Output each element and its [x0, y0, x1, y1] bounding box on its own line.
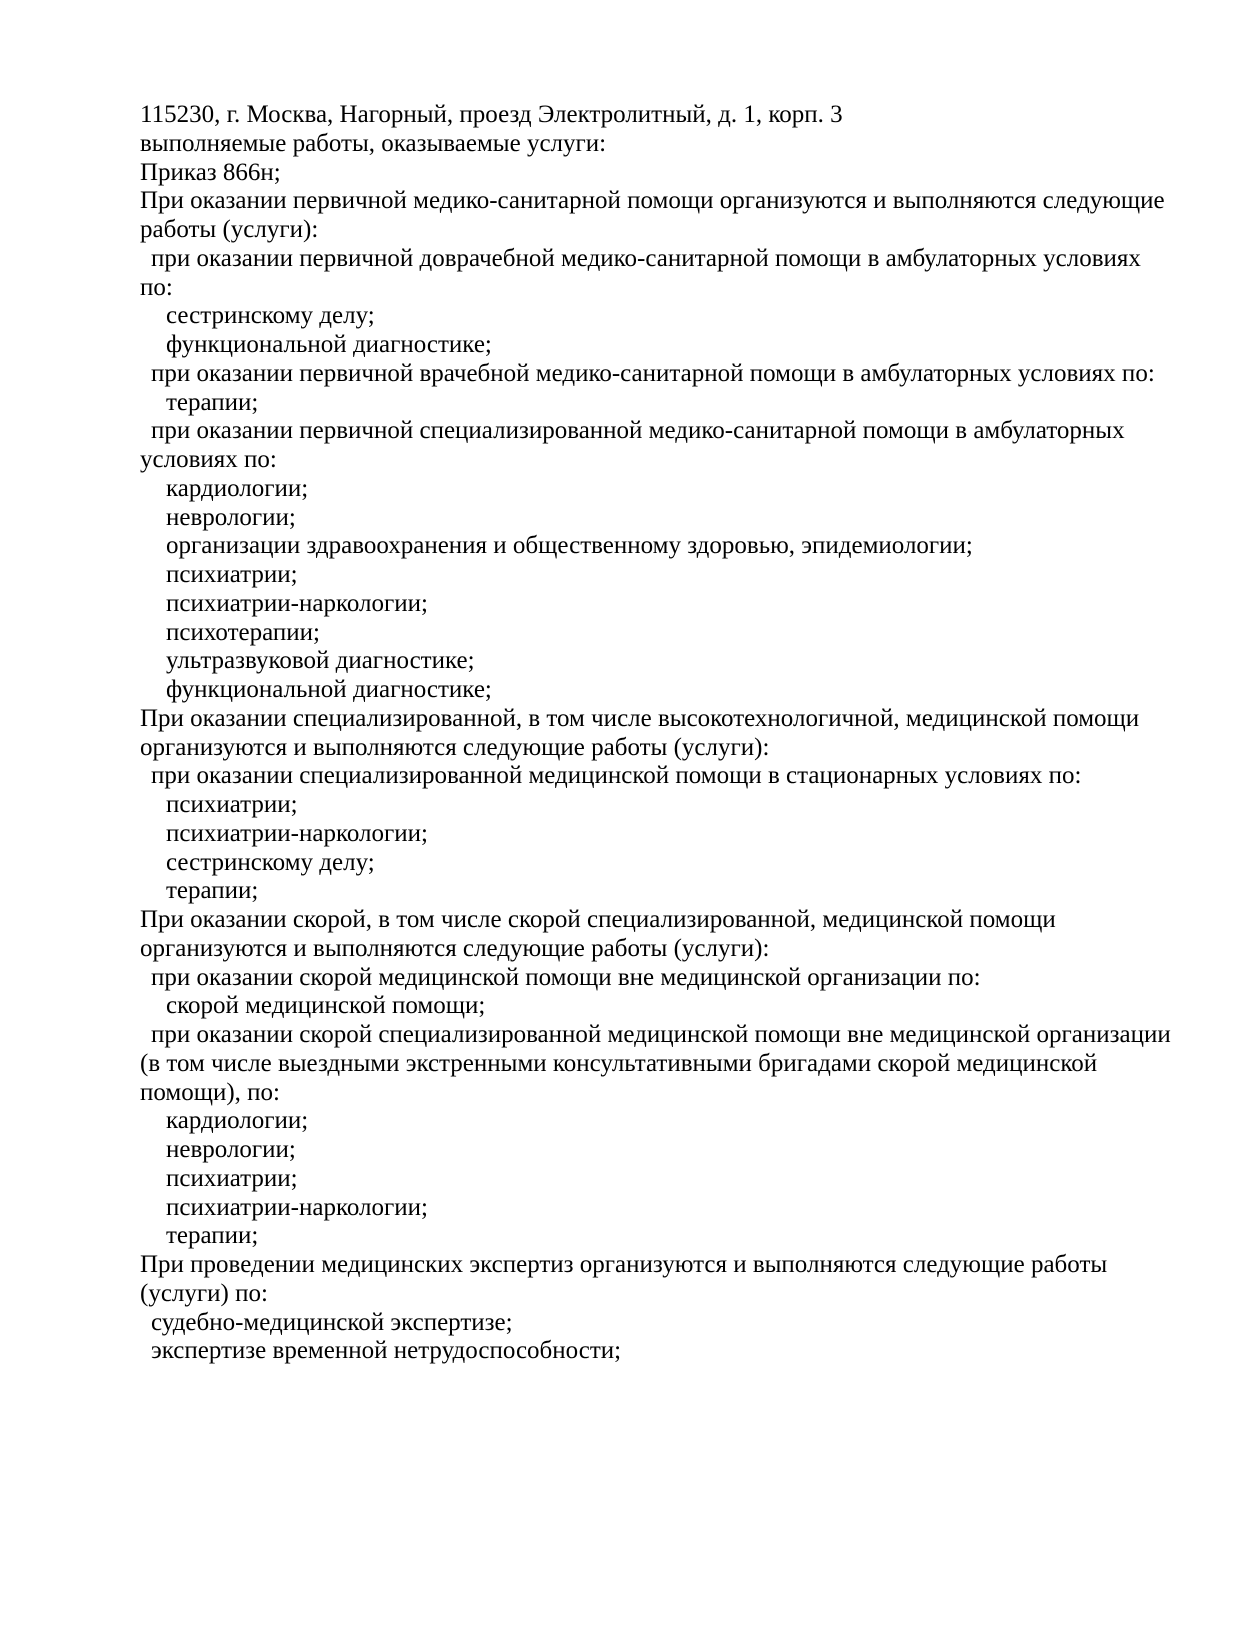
document-lines — [140, 101, 1171, 1366]
text-line: кардиологии; — [166, 1107, 309, 1135]
text-line: Приказ 866н; — [140, 158, 281, 186]
text-line: При оказании скорой, в том числе скорой специализированной, медицинской помощи — [140, 906, 1056, 933]
text-line: При оказании первичной медико-санитарной помощи организуются и выполняются следующие — [140, 187, 1165, 215]
text-line: при оказании первичной доврачебной медико-санитарной помощи в амбулаторных условиях — [151, 244, 1141, 272]
text-line: организации здравоохранения и общественному здоровью, эпидемиологии; — [166, 532, 973, 560]
text-line: при оказании первичной врачебной медико-санитарной помощи в амбулаторных условиях по: — [151, 359, 1155, 387]
text-line: организуются и выполняются следующие работы (услуги): — [140, 733, 770, 761]
text-line: психиатрии; — [166, 561, 298, 588]
text-line: терапии; — [166, 388, 259, 416]
text-line: (в том числе выездными экстренными консультативными бригадами скорой медицинской — [140, 1049, 1098, 1077]
text-line: При проведении медицинских экспертиз организуются и выполняются следующие работы — [140, 1251, 1108, 1278]
text-line: психиатрии-наркологии; — [166, 819, 428, 847]
text-line: судебно-медицинской экспертизе; — [151, 1308, 513, 1336]
text-line: 115230, г. Москва, Нагорный, проезд Электролитный, д. 1, корп. 3 — [140, 101, 843, 128]
text-line: психотерапии; — [166, 618, 320, 646]
text-line: (услуги) по: — [140, 1279, 268, 1307]
text-line: организуются и выполняются следующие работы (услуги): — [140, 934, 770, 962]
text-line: сестринскому делу; — [166, 302, 375, 330]
text-line: психиатрии-наркологии; — [166, 1193, 428, 1221]
text-line: при оказании скорой специализированной медицинской помощи вне медицинской организации — [151, 1021, 1171, 1048]
text-line: функциональной диагностике; — [166, 676, 492, 703]
text-line: терапии; — [166, 1222, 259, 1250]
text-line: экспертизе временной нетрудоспособности; — [151, 1337, 622, 1365]
text-line: психиатрии; — [166, 791, 298, 818]
text-line: условиях по: — [140, 446, 277, 473]
text-line: При оказании специализированной, в том числе высокотехнологичной, медицинской помощи — [140, 704, 1140, 732]
text-line: по: — [140, 273, 173, 301]
text-line: терапии; — [166, 877, 259, 905]
text-line: работы (услуги): — [140, 216, 319, 243]
text-line: функциональной диагностике; — [166, 331, 492, 358]
text-line: скорой медицинской помощи; — [166, 992, 486, 1020]
text-line: при оказании специализированной медицинской помощи в стационарных условиях по: — [151, 762, 1082, 790]
text-line: неврологии; — [166, 1136, 296, 1163]
text-line: кардиологии; — [166, 474, 309, 502]
text-line: сестринскому делу; — [166, 848, 375, 876]
text-line: психиатрии-наркологии; — [166, 589, 428, 617]
text-line: помощи), по: — [140, 1078, 281, 1106]
text-line: выполняемые работы, оказываемые услуги: — [140, 129, 607, 157]
text-line: неврологии; — [166, 503, 296, 531]
text-line: психиатрии; — [166, 1164, 298, 1192]
text-line: ультразвуковой диагностике; — [166, 647, 475, 675]
text-line: при оказании первичной специализированной медико-санитарной помощи в амбулаторных — [151, 417, 1125, 445]
text-line: при оказании скорой медицинской помощи вне медицинской организации по: — [151, 963, 981, 991]
